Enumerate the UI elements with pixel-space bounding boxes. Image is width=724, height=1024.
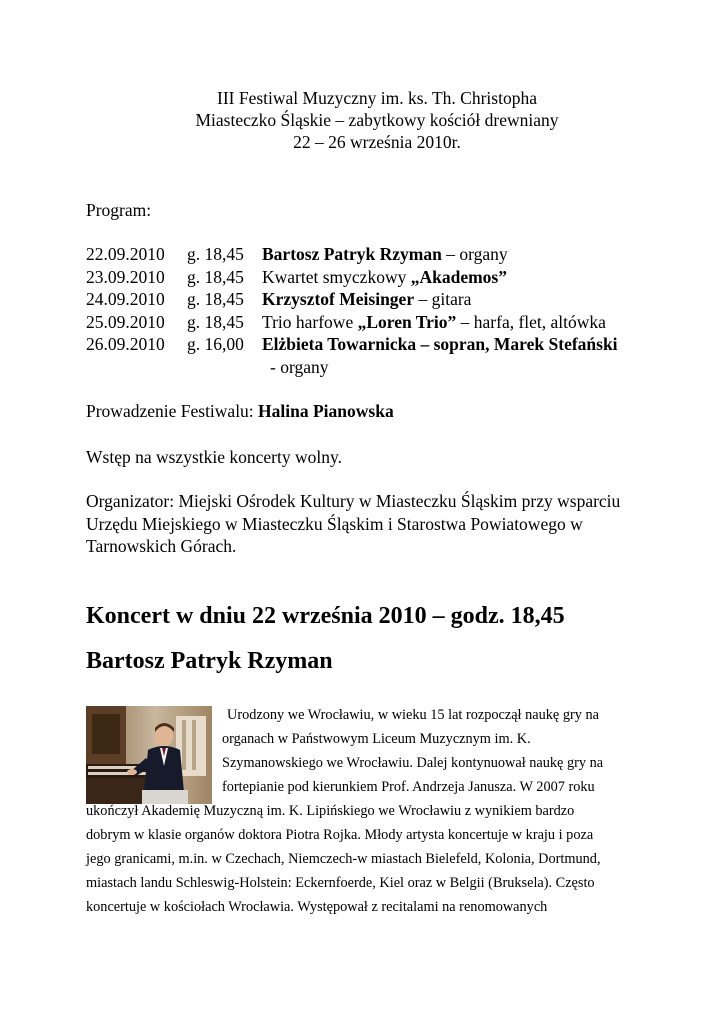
performer-instrument: – gitara [414, 289, 472, 309]
entry-note: Wstęp na wszystkie koncerty wolny. [86, 447, 342, 467]
program-time: g. 18,45 [187, 289, 244, 309]
bio-line: dobrym w klasie organów doktora Piotra Rojka. Młody artysta koncertuje w kraju i poza [86, 827, 594, 843]
festival-title: III Festiwal Muzyczny im. ks. Th. Christopha [217, 88, 537, 108]
festival-header [0, 87, 724, 153]
program-date: 26.09.2010 [86, 334, 165, 354]
lead-label: Prowadzenie Festiwalu: [86, 401, 259, 421]
performer-type: Kwartet smyczkowy [262, 266, 411, 287]
artist-heading: Bartosz Patryk Rzyman [86, 648, 333, 674]
performer-instrument: – harfa, flet, altówka [456, 311, 606, 332]
lead-name: Halina Pianowska [258, 401, 394, 421]
performer-name: Elżbieta Towarnicka – sopran, Marek Stefański [262, 334, 618, 354]
concert-heading: Koncert w dniu 22 września 2010 – godz. 18,45 [86, 603, 565, 629]
program-time: g. 18,45 [187, 244, 244, 264]
organizer-paragraph [86, 490, 620, 558]
program-description [262, 288, 471, 311]
performer-name: „Akademos” [410, 266, 507, 287]
bio-line: miastach landu Schleswig-Holstein: Eckernfoerde, Kiel oraz w Belgii (Bruksela). Często [86, 875, 595, 891]
performer-name: Krzysztof Meisinger [262, 289, 415, 309]
organizer-line: Tarnowskich Górach. [86, 536, 237, 556]
performer-name: Bartosz Patryk Rzyman [262, 244, 442, 264]
organizer-line: Urzędu Miejskiego w Miasteczku Śląskim i Starostwa Powiatowego w [86, 513, 583, 534]
program-date: 23.09.2010 [86, 266, 165, 287]
bio-line: Szymanowskiego we Wrocławiu. Dalej kontynuował naukę gry na [222, 755, 604, 771]
program-date: 22.09.2010 [86, 244, 165, 264]
program-description [262, 243, 508, 266]
program-description [262, 333, 618, 356]
program-description [262, 311, 606, 334]
artist-photo [86, 706, 212, 804]
bio-line: jego granicami, m.in. w Czechach, Niemczech-w miastach Bielefeld, Kolonia, Dortmund, [86, 851, 601, 867]
program-time: g. 18,45 [187, 311, 244, 332]
program-label: Program: [86, 200, 152, 220]
bio-line: organach w Państwowym Liceum Muzycznym im. K. [222, 731, 531, 747]
program-date: 24.09.2010 [86, 289, 165, 309]
program-continuation: - organy [270, 356, 329, 377]
performer-name: „Loren Trio” [357, 311, 457, 332]
performer-type: Trio harfowe [262, 311, 358, 332]
program-time: g. 16,00 [187, 334, 244, 354]
bio-line: koncertuje w kościołach Wrocławia. Występował z recitalami na renomowanych [86, 899, 548, 915]
festival-venue: Miasteczko Śląskie – zabytkowy kościół drewniany [195, 110, 559, 130]
bio-line: fortepianie pod kierunkiem Prof. Andrzeja Janusza. W 2007 roku [222, 779, 595, 795]
program-time: g. 18,45 [187, 266, 244, 287]
festival-dates: 22 – 26 września 2010r. [293, 132, 461, 152]
program-date: 25.09.2010 [86, 311, 165, 332]
festival-lead [86, 400, 394, 423]
program-description [262, 266, 507, 289]
bio-line: ukończył Akademię Muzyczną im. K. Lipińskiego we Wrocławiu z wynikiem bardzo [86, 803, 575, 819]
performer-instrument: – organy [441, 244, 508, 264]
artist-at-organ-picture [86, 706, 212, 804]
bio-line: Urodzony we Wrocławiu, w wieku 15 lat rozpoczął naukę gry na [227, 707, 599, 723]
organizer-line: Organizator: Miejski Ośrodek Kultury w Miasteczku Śląskim przy wsparciu [86, 491, 621, 511]
